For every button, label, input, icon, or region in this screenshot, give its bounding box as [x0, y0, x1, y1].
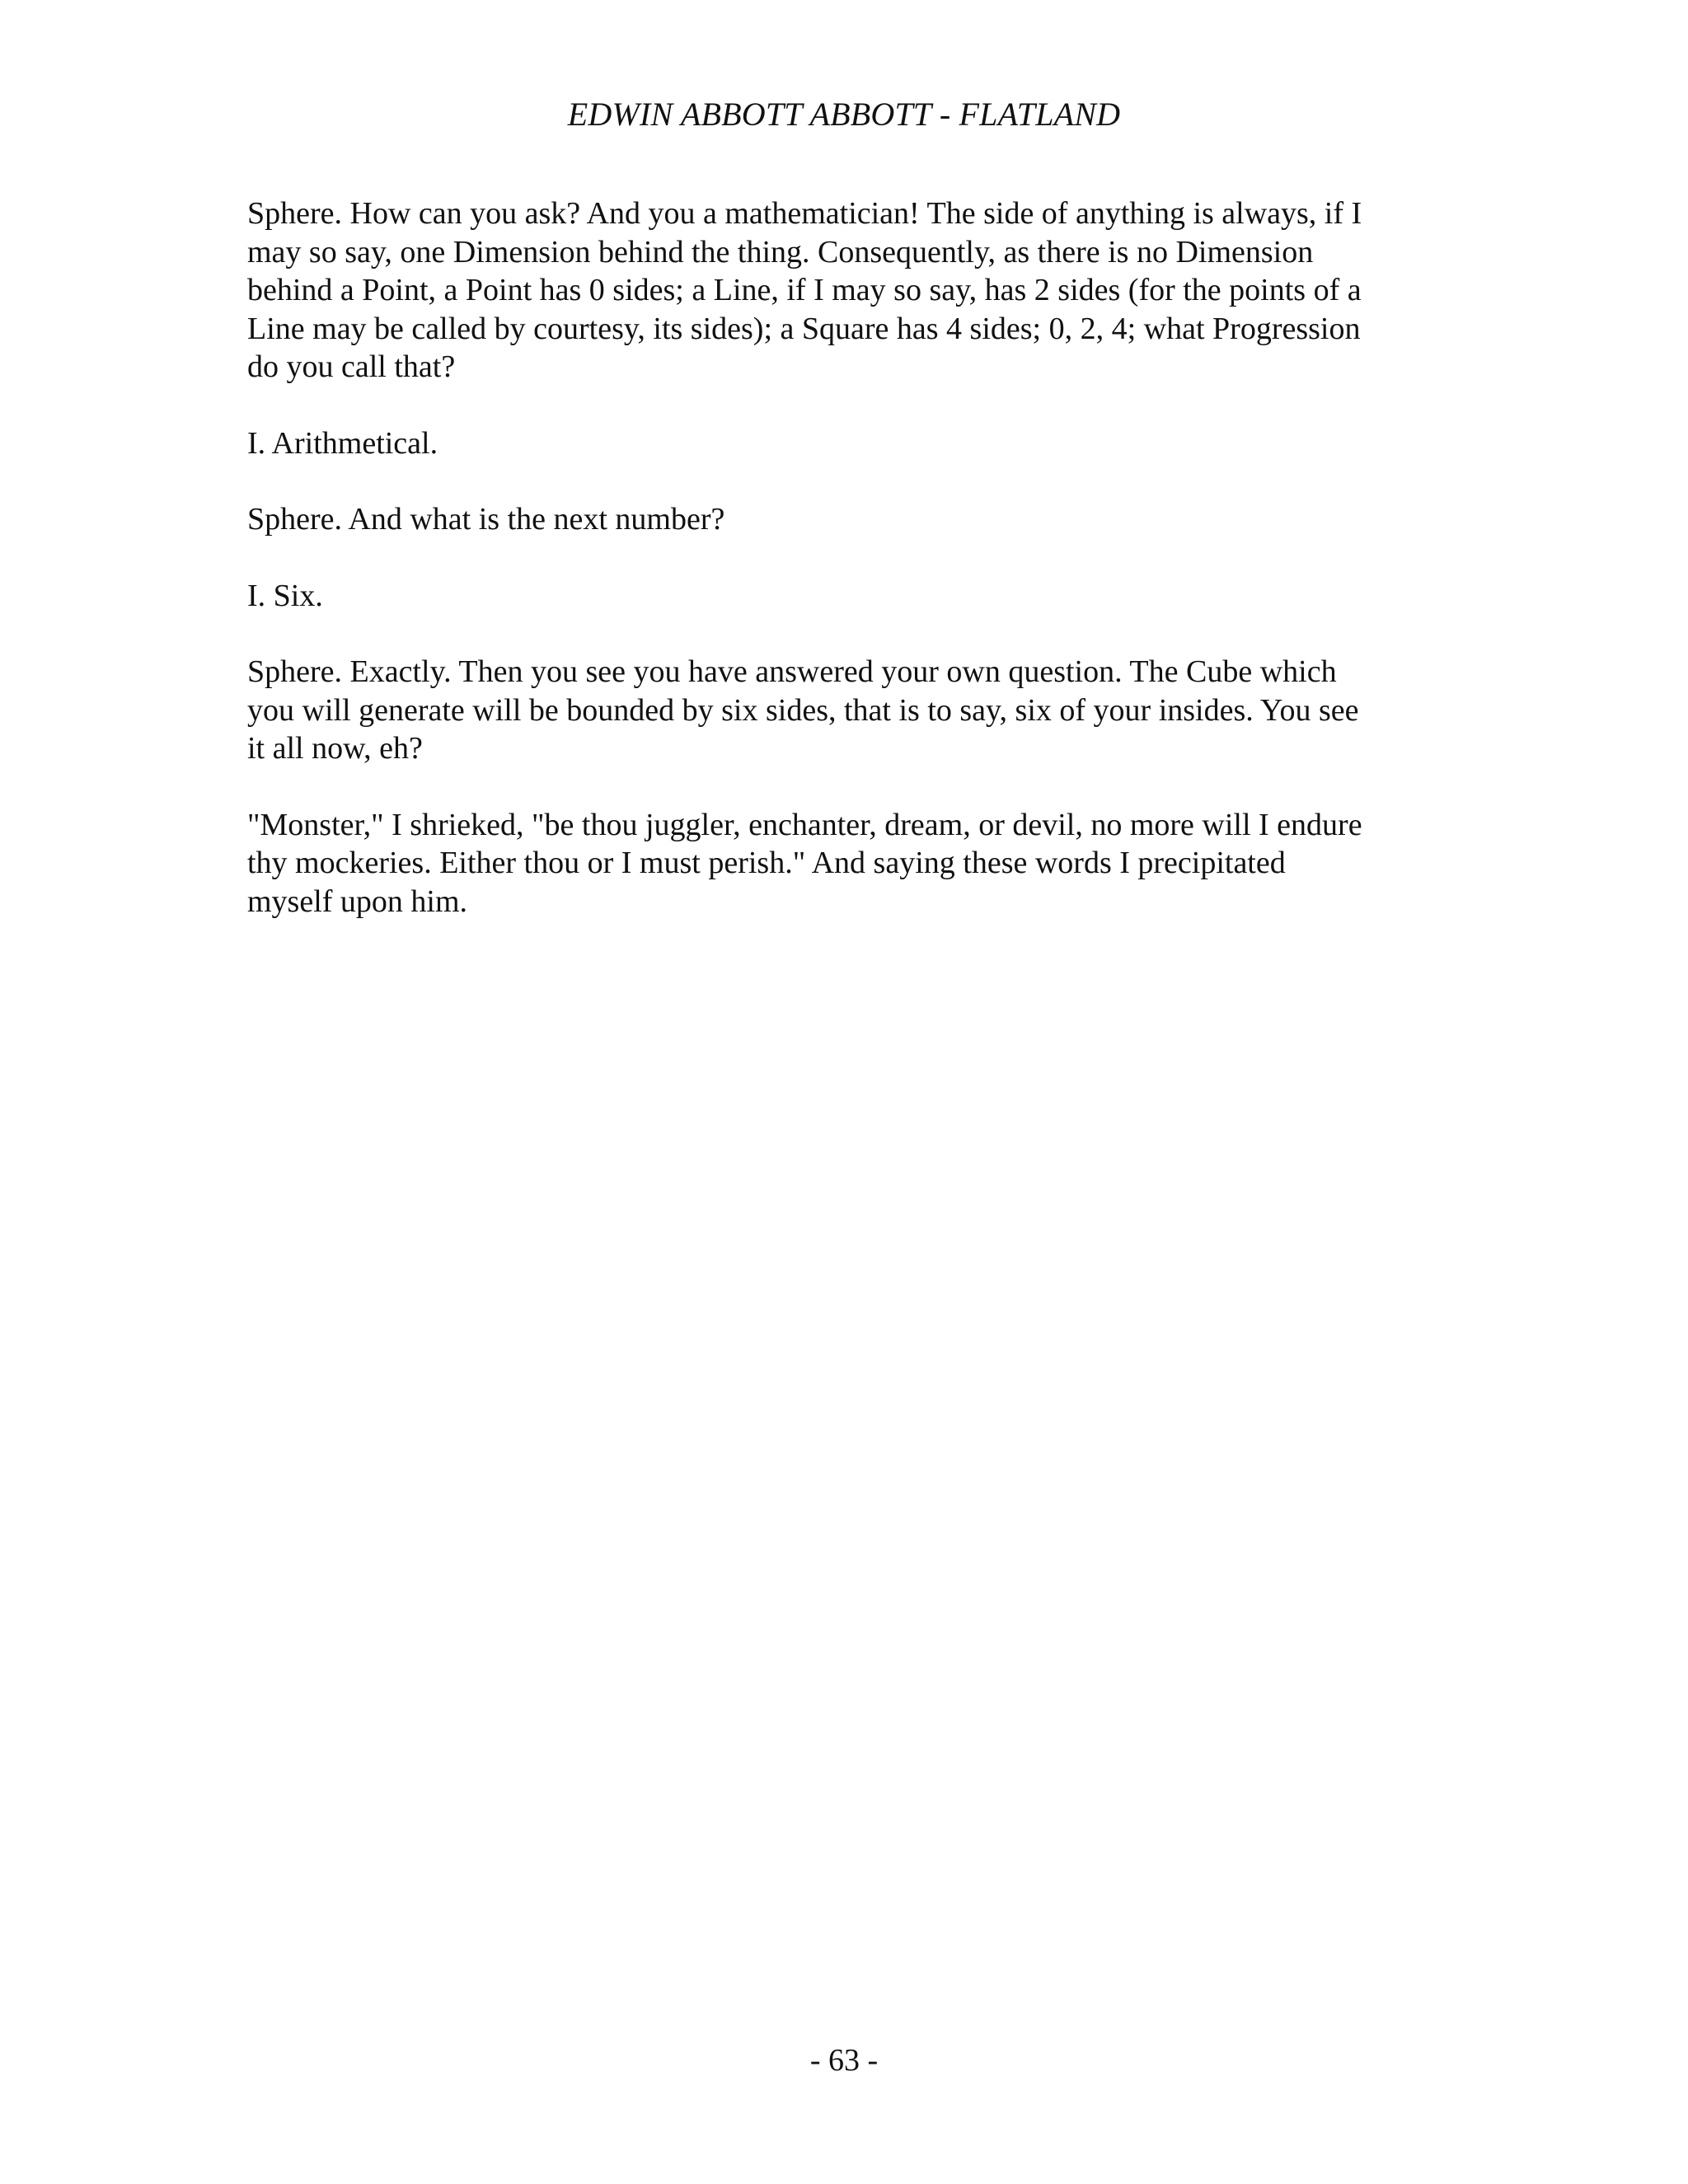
paragraph-sphere-sides: Sphere. How can you ask? And you a mathematician! The side of anything is always, if I may so say, one Dimension behind the thing. Consequently, as there is no Dimension behind a Point, a Point has 0 sides; a Line, if I may so say, has 2 sides (for the points of a Line may be called by courtesy, its sides); a Square has 4 sides; 0, 2, 4; what Progression do you call that?: [247, 196, 1362, 384]
paragraph-monster: "Monster," I shrieked, "be thou juggler, enchanter, dream, or devil, no more will I endure thy mockeries. Either thou or I must perish." And saying these words I precipitated myself upon him.: [247, 807, 1362, 919]
paragraph-six: I. Six.: [247, 578, 323, 613]
paragraph-cube-sides: Sphere. Exactly. Then you see you have answered your own question. The Cube which you will generate will be bounded by six sides, that is to say, six of your insides. You see it all now, eh?: [247, 654, 1359, 766]
paragraph-arithmetical: I. Arithmetical.: [247, 425, 438, 461]
paragraph-next-number: Sphere. And what is the next number?: [247, 502, 725, 537]
page-number: - 63 -: [809, 2043, 879, 2078]
page-body: [247, 194, 1442, 958]
running-header: EDWIN ABBOTT ABBOTT - FLATLAND: [567, 96, 1121, 133]
